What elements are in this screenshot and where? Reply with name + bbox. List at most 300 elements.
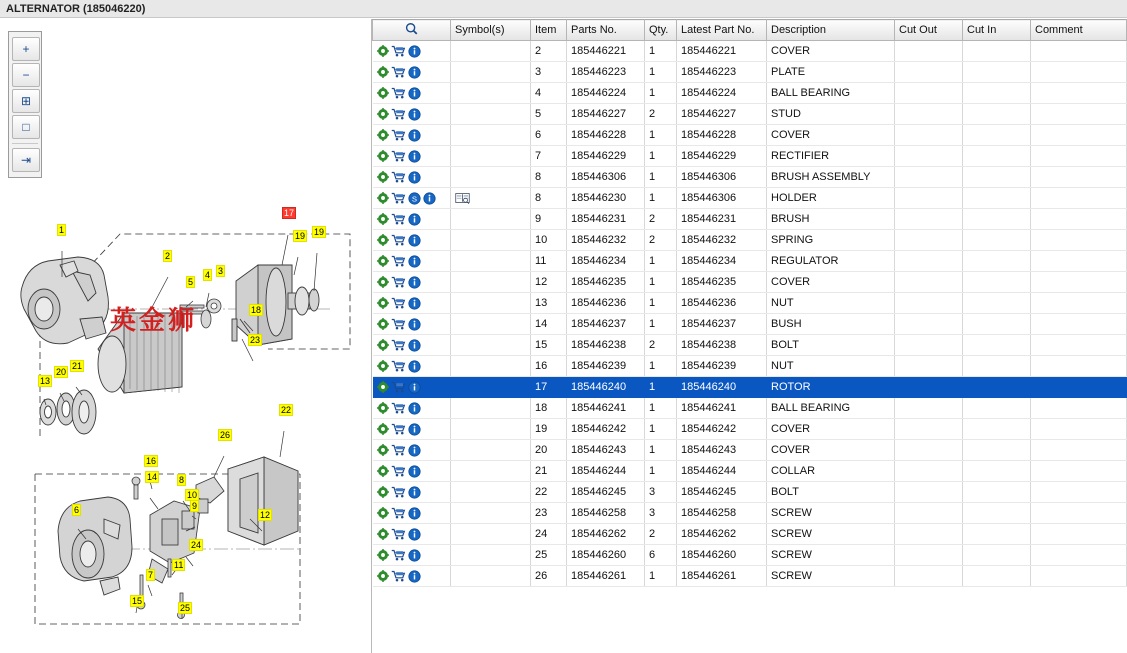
diagram-callout-10[interactable]: 10 (187, 490, 198, 500)
info-icon[interactable] (408, 150, 421, 163)
row-actions[interactable] (373, 314, 451, 335)
diagram-callout-18[interactable]: 18 (251, 305, 262, 315)
info-icon[interactable] (408, 507, 421, 520)
table-row[interactable] (373, 125, 1127, 146)
row-symbols[interactable] (451, 251, 531, 272)
cell-qty: 2 (645, 335, 677, 356)
cell-qty: 3 (645, 482, 677, 503)
shopping-cart-icon[interactable] (391, 570, 406, 582)
cell-item: 13 (531, 293, 567, 314)
cell-qty: 1 (645, 188, 677, 209)
cell-parts-no: 185446221 (567, 41, 645, 62)
cell-cut-in (963, 125, 1031, 146)
cell-cut-out (895, 209, 963, 230)
shopping-cart-icon[interactable] (391, 192, 406, 204)
cell-latest-part-no: 185446262 (677, 524, 767, 545)
info-icon[interactable] (423, 192, 436, 205)
cell-cut-in (963, 167, 1031, 188)
info-icon[interactable] (408, 381, 421, 394)
shopping-cart-icon[interactable] (391, 381, 406, 393)
info-icon[interactable] (408, 402, 421, 415)
cell-cut-in (963, 335, 1031, 356)
shopping-cart-icon[interactable] (391, 108, 406, 120)
info-icon[interactable] (408, 360, 421, 373)
shopping-cart-icon[interactable] (391, 45, 406, 57)
table-row[interactable] (373, 566, 1127, 587)
row-symbols[interactable] (451, 293, 531, 314)
row-actions[interactable] (373, 251, 451, 272)
info-icon[interactable] (408, 528, 421, 541)
row-actions[interactable] (373, 545, 451, 566)
info-icon[interactable] (408, 318, 421, 331)
info-icon[interactable] (408, 276, 421, 289)
parts-table-pane[interactable] (372, 19, 1127, 653)
cell-latest-part-no: 185446258 (677, 503, 767, 524)
row-symbols[interactable] (451, 41, 531, 62)
diagram-callout-19[interactable]: 19 (295, 231, 306, 241)
table-row[interactable] (373, 335, 1127, 356)
row-symbols[interactable] (451, 419, 531, 440)
zoom-out-icon: − (22, 68, 30, 82)
row-actions[interactable] (373, 356, 451, 377)
cell-comment (1031, 440, 1127, 461)
row-actions[interactable] (373, 41, 451, 62)
row-symbols[interactable] (451, 398, 531, 419)
table-row[interactable] (373, 419, 1127, 440)
row-actions[interactable] (373, 293, 451, 314)
cell-cut-out (895, 398, 963, 419)
cell-description: SCREW (767, 524, 895, 545)
cell-qty: 1 (645, 272, 677, 293)
table-row[interactable] (373, 251, 1127, 272)
gear-icon[interactable] (377, 108, 389, 120)
column-header-description[interactable]: Description (767, 20, 895, 41)
row-symbols[interactable] (451, 377, 531, 398)
info-icon[interactable] (408, 423, 421, 436)
row-actions[interactable] (373, 398, 451, 419)
cell-cut-out (895, 188, 963, 209)
cell-cut-in (963, 272, 1031, 293)
row-actions[interactable] (373, 167, 451, 188)
table-row[interactable] (373, 377, 1127, 398)
row-symbols[interactable] (451, 461, 531, 482)
cell-item: 23 (531, 503, 567, 524)
cell-item: 15 (531, 335, 567, 356)
info-icon[interactable] (408, 549, 421, 562)
cell-cut-out (895, 356, 963, 377)
diagram-callout-8[interactable]: 8 (179, 475, 185, 485)
cell-parts-no: 185446228 (567, 125, 645, 146)
cell-description: PLATE (767, 62, 895, 83)
shopping-cart-icon[interactable] (391, 444, 406, 456)
row-symbols[interactable] (451, 83, 531, 104)
info-icon[interactable] (408, 108, 421, 121)
cell-qty: 1 (645, 62, 677, 83)
row-symbols[interactable] (451, 167, 531, 188)
cell-description: BOLT (767, 335, 895, 356)
cell-parts-no: 185446239 (567, 356, 645, 377)
cell-parts-no: 185446260 (567, 545, 645, 566)
cell-latest-part-no: 185446306 (677, 167, 767, 188)
gear-icon[interactable] (377, 129, 389, 141)
column-header-latest_part_no[interactable]: Latest Part No. (677, 20, 767, 41)
info-icon[interactable] (408, 171, 421, 184)
gear-icon[interactable] (377, 360, 389, 372)
cell-item: 2 (531, 41, 567, 62)
row-symbols[interactable] (451, 62, 531, 83)
cell-latest-part-no: 185446245 (677, 482, 767, 503)
gear-icon[interactable] (377, 444, 389, 456)
cell-item: 17 (531, 377, 567, 398)
cell-qty: 1 (645, 377, 677, 398)
diagram-callout-1[interactable]: 1 (59, 225, 65, 235)
info-icon[interactable] (408, 465, 421, 478)
shopping-cart-icon[interactable] (391, 255, 406, 267)
shopping-cart-icon[interactable] (391, 549, 406, 561)
cell-parts-no: 185446258 (567, 503, 645, 524)
cell-qty: 2 (645, 230, 677, 251)
gear-icon[interactable] (377, 465, 389, 477)
row-actions[interactable] (373, 335, 451, 356)
column-header-qty[interactable]: Qty. (645, 20, 677, 41)
diagram-callout-25[interactable]: 25 (180, 603, 191, 613)
column-header-comment[interactable]: Comment (1031, 20, 1127, 41)
gear-icon[interactable] (377, 402, 389, 414)
cell-comment (1031, 104, 1127, 125)
shopping-cart-icon[interactable] (391, 276, 406, 288)
row-actions[interactable] (373, 419, 451, 440)
info-icon[interactable] (408, 213, 421, 226)
gear-icon[interactable] (377, 318, 389, 330)
table-row[interactable] (373, 41, 1127, 62)
cell-description: BOLT (767, 482, 895, 503)
gear-icon[interactable] (377, 150, 389, 162)
gear-icon[interactable] (377, 192, 389, 204)
table-row[interactable] (373, 272, 1127, 293)
shopping-cart-icon[interactable] (391, 423, 406, 435)
table-row[interactable] (373, 62, 1127, 83)
info-icon[interactable] (408, 255, 421, 268)
gear-icon[interactable] (377, 66, 389, 78)
cell-parts-no: 185446240 (567, 377, 645, 398)
row-symbols[interactable] (451, 230, 531, 251)
row-symbols[interactable] (451, 356, 531, 377)
cell-description: COVER (767, 440, 895, 461)
table-row[interactable] (373, 104, 1127, 125)
cell-item: 26 (531, 566, 567, 587)
row-symbols[interactable] (451, 545, 531, 566)
cell-description: BRUSH (767, 209, 895, 230)
shopping-cart-icon[interactable] (391, 528, 406, 540)
table-row[interactable] (373, 461, 1127, 482)
diagram-callout-21[interactable]: 21 (72, 361, 83, 371)
shopping-cart-icon[interactable] (391, 465, 406, 477)
row-actions[interactable] (373, 62, 451, 83)
shopping-cart-icon[interactable] (391, 507, 406, 519)
table-row[interactable] (373, 167, 1127, 188)
table-row[interactable] (373, 230, 1127, 251)
table-row[interactable] (373, 188, 1127, 209)
shopping-cart-icon[interactable] (391, 297, 406, 309)
row-actions[interactable] (373, 272, 451, 293)
shopping-cart-icon[interactable] (391, 339, 406, 351)
table-row[interactable] (373, 146, 1127, 167)
cell-comment (1031, 293, 1127, 314)
column-header-cut_in[interactable]: Cut In (963, 20, 1031, 41)
row-symbols[interactable] (451, 503, 531, 524)
cell-parts-no: 185446235 (567, 272, 645, 293)
shopping-cart-icon[interactable] (391, 486, 406, 498)
shopping-cart-icon[interactable] (391, 213, 406, 225)
shopping-cart-icon[interactable] (391, 87, 406, 99)
magnifier-icon[interactable] (404, 22, 419, 36)
expand-panel-icon: ⇥ (20, 153, 32, 167)
cell-qty: 1 (645, 356, 677, 377)
diagram-pane[interactable] (0, 19, 372, 653)
shopping-cart-icon[interactable] (391, 66, 406, 78)
gear-icon[interactable] (377, 423, 389, 435)
diagram-callout-11[interactable]: 11 (174, 560, 184, 570)
table-row[interactable] (373, 356, 1127, 377)
row-actions[interactable] (373, 377, 451, 398)
table-row[interactable] (373, 545, 1127, 566)
actual-size-icon: □ (22, 120, 30, 134)
cell-parts-no: 185446261 (567, 566, 645, 587)
info-icon[interactable] (408, 45, 421, 58)
gear-icon[interactable] (377, 507, 389, 519)
cell-qty: 1 (645, 293, 677, 314)
cell-latest-part-no: 185446223 (677, 62, 767, 83)
cell-cut-out (895, 230, 963, 251)
cell-qty: 1 (645, 167, 677, 188)
cell-qty: 1 (645, 398, 677, 419)
table-row[interactable] (373, 524, 1127, 545)
row-actions[interactable] (373, 482, 451, 503)
shopping-cart-icon[interactable] (391, 402, 406, 414)
gear-icon[interactable] (377, 45, 389, 57)
row-symbols[interactable] (451, 335, 531, 356)
table-row[interactable] (373, 398, 1127, 419)
cell-cut-in (963, 230, 1031, 251)
cell-cut-in (963, 83, 1031, 104)
cell-comment (1031, 503, 1127, 524)
cell-cut-out (895, 524, 963, 545)
diagram-callout-4[interactable]: 4 (205, 270, 211, 280)
row-symbols[interactable] (451, 125, 531, 146)
row-actions[interactable] (373, 440, 451, 461)
cell-cut-in (963, 356, 1031, 377)
row-symbols[interactable] (451, 524, 531, 545)
gear-icon[interactable] (377, 213, 389, 225)
cell-comment (1031, 461, 1127, 482)
cell-comment (1031, 314, 1127, 335)
shopping-cart-icon[interactable] (391, 360, 406, 372)
info-icon[interactable] (408, 297, 421, 310)
row-actions[interactable] (373, 566, 451, 587)
cell-description: COLLAR (767, 461, 895, 482)
row-symbols[interactable] (451, 188, 531, 209)
cell-cut-in (963, 566, 1031, 587)
cell-cut-out (895, 335, 963, 356)
table-row[interactable] (373, 482, 1127, 503)
diagram-callout-2[interactable]: 2 (165, 251, 171, 261)
column-header-symbols[interactable]: Symbol(s) (451, 20, 531, 41)
cell-comment (1031, 272, 1127, 293)
info-icon[interactable] (408, 87, 421, 100)
cell-description: SCREW (767, 545, 895, 566)
cell-comment (1031, 524, 1127, 545)
column-header-actions[interactable] (373, 20, 451, 41)
cell-latest-part-no: 185446227 (677, 104, 767, 125)
shopping-cart-icon[interactable] (391, 129, 406, 141)
cell-qty: 1 (645, 419, 677, 440)
reference-book-icon[interactable] (455, 192, 470, 204)
cell-description: STUD (767, 104, 895, 125)
shopping-cart-icon[interactable] (391, 234, 406, 246)
cell-latest-part-no: 185446237 (677, 314, 767, 335)
gear-icon[interactable] (377, 87, 389, 99)
cell-qty: 6 (645, 545, 677, 566)
row-actions[interactable] (373, 461, 451, 482)
gear-icon[interactable] (377, 171, 389, 183)
row-symbols[interactable] (451, 482, 531, 503)
diagram-callout-13[interactable]: 13 (40, 376, 51, 386)
diagram-callout-9[interactable]: 9 (192, 501, 198, 511)
gear-icon[interactable] (377, 486, 389, 498)
diagram-callout-19[interactable]: 19 (314, 227, 325, 237)
info-icon[interactable] (408, 66, 421, 79)
row-actions[interactable] (373, 503, 451, 524)
column-header-item[interactable]: Item (531, 20, 567, 41)
diagram-callout-26[interactable]: 26 (220, 430, 231, 440)
cell-cut-out (895, 314, 963, 335)
gear-icon[interactable] (377, 297, 389, 309)
cell-cut-out (895, 566, 963, 587)
gear-icon[interactable] (377, 234, 389, 246)
diagram-callout-22[interactable]: 22 (281, 405, 292, 415)
diagram-callout-16[interactable]: 16 (146, 456, 157, 466)
diagram-callout-12[interactable]: 12 (260, 510, 271, 520)
cell-item: 6 (531, 125, 567, 146)
cell-cut-out (895, 167, 963, 188)
gear-icon[interactable] (377, 570, 389, 582)
row-actions[interactable] (373, 230, 451, 251)
svg-text:S: S (411, 193, 417, 203)
row-actions[interactable] (373, 146, 451, 167)
cell-qty: 3 (645, 503, 677, 524)
cell-qty: 1 (645, 146, 677, 167)
cell-parts-no: 185446227 (567, 104, 645, 125)
diagram-callout-24[interactable]: 24 (191, 540, 202, 550)
info-icon[interactable] (408, 570, 421, 583)
gear-icon[interactable] (377, 549, 389, 561)
diagram-callout-23[interactable]: 23 (250, 335, 261, 345)
gear-icon[interactable] (377, 255, 389, 267)
row-actions[interactable] (373, 83, 451, 104)
diagram-callout-17[interactable]: 17 (284, 208, 295, 218)
diagram-callout-20[interactable]: 20 (56, 367, 67, 377)
gear-icon[interactable] (377, 528, 389, 540)
cell-description: BUSH (767, 314, 895, 335)
cell-cut-in (963, 440, 1031, 461)
watermark: 英金狮 (110, 306, 198, 336)
cell-comment (1031, 83, 1127, 104)
supersession-icon[interactable] (408, 192, 421, 205)
cell-latest-part-no: 185446235 (677, 272, 767, 293)
shopping-cart-icon[interactable] (391, 150, 406, 162)
cell-cut-out (895, 377, 963, 398)
shopping-cart-icon[interactable] (391, 171, 406, 183)
table-row[interactable] (373, 209, 1127, 230)
diagram-callout-15[interactable]: 15 (132, 596, 143, 606)
cell-item: 8 (531, 188, 567, 209)
cell-cut-out (895, 83, 963, 104)
table-row[interactable] (373, 440, 1127, 461)
diagram-callout-5[interactable]: 5 (188, 277, 194, 287)
row-actions[interactable] (373, 209, 451, 230)
row-symbols[interactable] (451, 209, 531, 230)
cell-latest-part-no: 185446228 (677, 125, 767, 146)
table-row[interactable] (373, 503, 1127, 524)
table-row[interactable] (373, 83, 1127, 104)
diagram-callout-14[interactable]: 14 (147, 472, 158, 482)
row-symbols[interactable] (451, 104, 531, 125)
info-icon[interactable] (408, 234, 421, 247)
column-header-parts_no[interactable]: Parts No. (567, 20, 645, 41)
row-symbols[interactable] (451, 272, 531, 293)
cell-comment (1031, 230, 1127, 251)
cell-cut-out (895, 503, 963, 524)
cell-qty: 1 (645, 440, 677, 461)
diagram-callout-6[interactable]: 6 (74, 505, 80, 515)
cell-description: SCREW (767, 503, 895, 524)
gear-icon[interactable] (377, 276, 389, 288)
cell-item: 3 (531, 62, 567, 83)
cell-cut-out (895, 62, 963, 83)
cell-item: 22 (531, 482, 567, 503)
row-symbols[interactable] (451, 314, 531, 335)
column-header-cut_out[interactable]: Cut Out (895, 20, 963, 41)
table-row[interactable] (373, 293, 1127, 314)
info-icon[interactable] (408, 129, 421, 142)
cell-comment (1031, 41, 1127, 62)
gear-icon[interactable] (377, 339, 389, 351)
shopping-cart-icon[interactable] (391, 318, 406, 330)
info-icon[interactable] (408, 444, 421, 457)
cell-description: COVER (767, 272, 895, 293)
cell-cut-in (963, 503, 1031, 524)
cell-cut-out (895, 545, 963, 566)
table-row[interactable] (373, 314, 1127, 335)
cell-cut-in (963, 377, 1031, 398)
cell-qty: 1 (645, 461, 677, 482)
row-actions[interactable] (373, 524, 451, 545)
diagram-callout-7[interactable]: 7 (148, 570, 154, 580)
diagram-callout-3[interactable]: 3 (218, 266, 224, 276)
cell-parts-no: 185446224 (567, 83, 645, 104)
row-actions[interactable] (373, 188, 451, 209)
info-icon[interactable] (408, 486, 421, 499)
row-symbols[interactable] (451, 440, 531, 461)
cell-latest-part-no: 185446241 (677, 398, 767, 419)
info-icon[interactable] (408, 339, 421, 352)
row-actions[interactable] (373, 104, 451, 125)
cell-latest-part-no: 185446224 (677, 83, 767, 104)
gear-icon[interactable] (377, 381, 389, 393)
row-actions[interactable] (373, 125, 451, 146)
row-symbols[interactable] (451, 566, 531, 587)
row-symbols[interactable] (451, 146, 531, 167)
